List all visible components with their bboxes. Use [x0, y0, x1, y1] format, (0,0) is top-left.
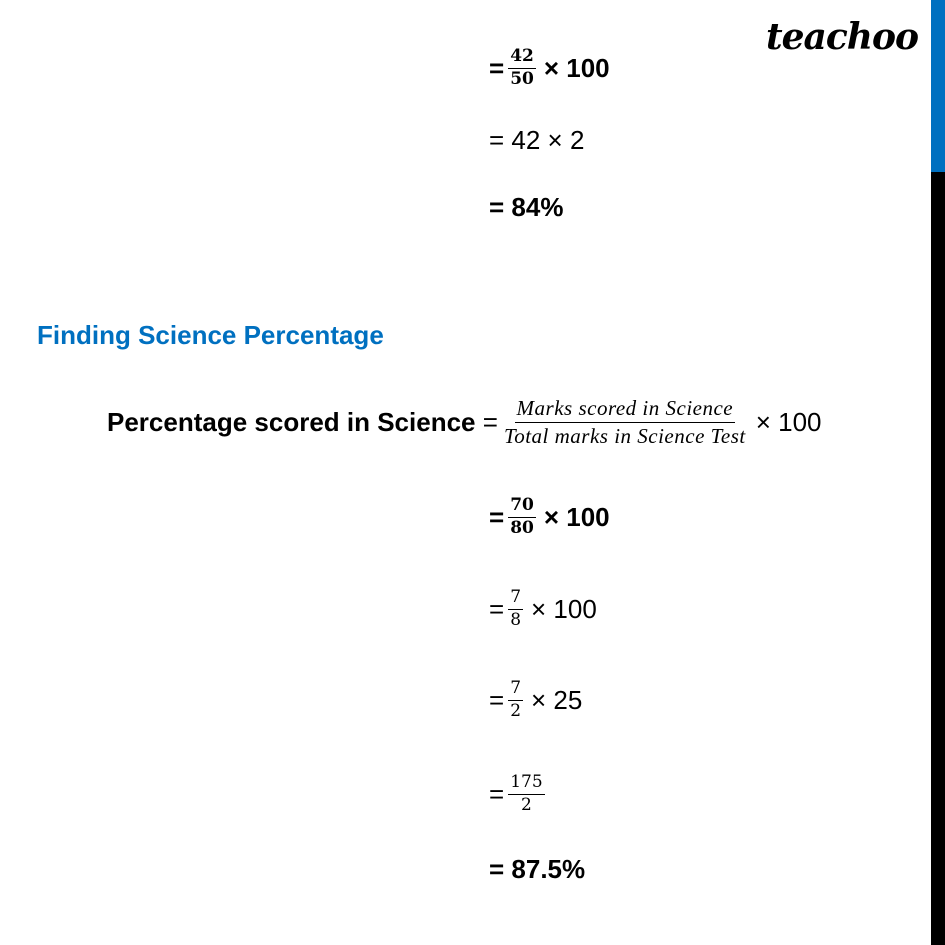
english-step-2: = 42 × 2: [489, 124, 585, 155]
sidebar-accent-top: [931, 0, 945, 172]
denominator: 80: [510, 517, 534, 538]
fraction: [508, 678, 523, 722]
numerator: 7: [508, 587, 523, 609]
science-step-1: [489, 487, 610, 547]
multiplier: × 100: [531, 593, 597, 624]
english-step-1: [489, 38, 610, 98]
denominator: 2: [521, 794, 532, 815]
teachoo-logo: teachoo: [766, 16, 918, 58]
english-result: = 84%: [489, 191, 564, 222]
science-step-4: [489, 764, 553, 824]
numerator: 7: [508, 678, 523, 700]
denominator: 8: [510, 609, 522, 630]
fraction: [508, 46, 536, 90]
science-step-3: [489, 670, 582, 730]
numerator: 70: [508, 495, 536, 517]
numerator: 175: [508, 772, 544, 794]
equals: =: [489, 684, 505, 715]
sidebar-accent-bottom: [931, 172, 945, 945]
multiplier: × 100: [543, 501, 610, 532]
equals: =: [482, 406, 498, 437]
equals: =: [489, 52, 505, 83]
formula-label: Percentage scored in Science: [107, 406, 476, 437]
denominator: 2: [510, 700, 522, 721]
fraction: [508, 495, 536, 539]
science-result: = 87.5%: [489, 853, 586, 884]
fraction: [502, 395, 748, 449]
denominator: 50: [510, 68, 534, 89]
numerator: Marks scored in Science: [515, 395, 736, 422]
multiplier: × 100: [755, 406, 822, 437]
fraction: [508, 772, 544, 816]
denominator: Total marks in Science Test: [503, 423, 746, 448]
section-heading: Finding Science Percentage: [37, 320, 384, 350]
science-formula: [107, 392, 822, 452]
fraction: [508, 587, 523, 631]
equals: =: [489, 501, 505, 532]
science-step-2: [489, 579, 597, 639]
equals: =: [489, 778, 505, 809]
multiplier: × 100: [543, 52, 610, 83]
equals: =: [489, 593, 505, 624]
multiplier: × 25: [531, 684, 583, 715]
numerator: 42: [508, 46, 536, 68]
